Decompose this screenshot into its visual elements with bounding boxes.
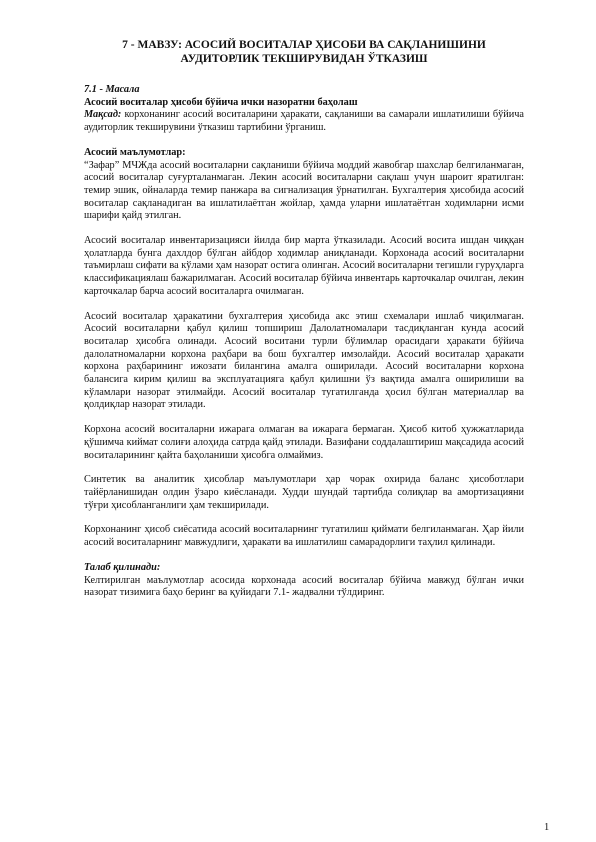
- task-heading: Асосий воситалар ҳисоби бўйича ички назоратни баҳолаш: [84, 96, 358, 108]
- info-paragraph-3: Асосий воситалар ҳаракатини бухгалтерия ҳисобида акс этиш схемалари ишлаб чиқилмаган. Асосий воситаларни қабул қилиш топшириш Далолатномалари тасдиқланган кунда асосий воситалар ҳисобга олинади. Асосий воситани турли бўлимлар орасидаги ҳаракати бўйича далолатномаларни корхона раҳбари ва бош бухгалтер имзолайди. Асосий воситалар ҳаракати корхона раҳбарининг ижозати билангина амалга оширилади. Асосий воситаларни корхона балансига кирим қилиш ва эксплуатацияга қабул қилишни ўз вақтида амалга оширилиши ва кўламлари назорат этилмайди. Асосий воситалар тугатилганда ҳосил бўлган материаллар ва қолдиқлар назорат этилади.: [84, 310, 524, 411]
- info-paragraph-2: Асосий воситалар инвентаризацияси йилда бир марта ўтказилади. Асосий восита ишдан чиққан ҳолатларда бунга дахлдор бўлган айбдор ходимлар аниқланади. Корхонада асосий воситаларни таъмирлаш сифати ва кўлами ҳам назорат остига олинган. Асосий воситаларни тегишли гуруҳларга классификациялаш бажарилмаган. Асосий воситалар бўйича инвентарь карточкалар очилган, лекин карточкалар барча асосий воситаларга очилмаган.: [84, 235, 524, 297]
- info-heading: Асосий маълумотлар:: [84, 146, 186, 158]
- document-page: [84, 38, 524, 600]
- title-line-2: АУДИТОРЛИК ТЕКШИРУВИДАН ЎТКАЗИШ: [180, 53, 428, 65]
- requirement-text: Келтирилган маълумотлар асосида корхонада асосий воситалар бўйича мавжуд бўлган ички назорат тизимига баҳо беринг ва қуйидаги 7.1- жадвални тўлдиринг.: [84, 574, 524, 599]
- info-paragraph-4: Корхона асосий воситаларни ижарага олмаган ва ижарага бермаган. Ҳисоб китоб ҳужжатларида қўшимча киймат солиғи алоҳида сатрда қайд этилади. Вазифани соддалаштириш мақсадида асосий воситаларининг қайта баҳоланиши ҳисобга олмаймиз.: [84, 424, 524, 461]
- task-label: 7.1 - Масала: [84, 84, 140, 95]
- goal-text: корхонанинг асосий воситаларини ҳаракати, сақланиши ва самарали ишлатилиши бўйича аудиторлик текширувини ўтказиш тартибини ўрганиш.: [84, 109, 524, 134]
- requirement-heading: Талаб қилинади:: [84, 561, 161, 573]
- goal-label: Мақсад:: [84, 109, 122, 121]
- goal-paragraph: [84, 109, 524, 134]
- title-line-1: 7 - МАВЗУ: АСОСИЙ ВОСИТАЛАР ҲИСОБИ ВА САҚЛАНИШИНИ: [122, 39, 486, 51]
- page-title: [84, 38, 524, 66]
- info-paragraph-5: Синтетик ва аналитик ҳисоблар маълумотлари ҳар чорак охирида баланс ҳисоботлари тайёрланишидан олдин ўзаро киёсланади. Худди шундай тартибда солиқлар ва амортизацияни тўғри ҳисобланганлиги ҳам текширилади.: [84, 474, 524, 511]
- info-paragraph-6: Корхонанинг ҳисоб сиёсатида асосий воситаларнинг тугатилиш қиймати белгиланмаган. Ҳар йили асосий воситаларнинг мавжудлиги, ҳаракати ва ишлатилиш самарадорлиги таҳлил қилинади.: [84, 524, 524, 549]
- info-paragraph-1: “Зафар” МЧЖда асосий воситаларни сақланиши бўйича моддий жавобгар шахслар белгиланмаган, асосий воситалар суғурталанмаган. Лекин асосий воситаларни сақлаш учун шароит яратилган: темир эшик, ойналарда темир панжара ва сигнализация ўрнатилган. Бухгалтерия ҳисобида асосий воситалар сақланадиган ва ишлатилаётган жойлар, ҳамда уларни ишлатаётган ходимларни исми шарифи қайд этилган.: [84, 159, 524, 222]
- page-number: 1: [544, 822, 550, 833]
